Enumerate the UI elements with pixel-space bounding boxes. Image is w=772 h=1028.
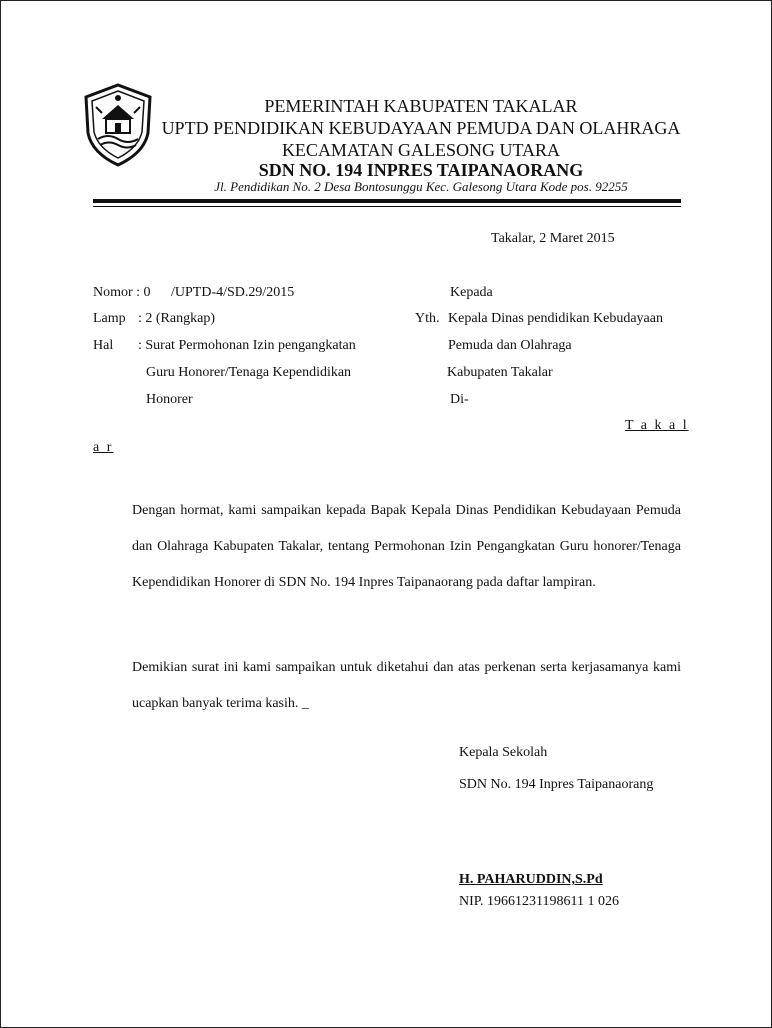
- lamp-label: Lamp: [93, 311, 126, 326]
- recipient-line-3: Kabupaten Takalar: [447, 365, 553, 380]
- body-paragraph-2: [132, 650, 681, 722]
- nomor-label: Nomor : 0: [93, 285, 151, 300]
- hal-line-3: Honorer: [146, 392, 193, 407]
- lamp-value: : 2 (Rangkap): [138, 311, 215, 326]
- letterhead-rule-thick: [93, 199, 681, 203]
- header-school-name: SDN NO. 194 INPRES TAIPANAORANG: [258, 160, 584, 180]
- destination-part-2: a r: [93, 440, 114, 455]
- recipient-line-4: Di-: [450, 392, 469, 407]
- letterhead-rule-thin: [93, 206, 681, 207]
- header-department-name: UPTD PENDIDIKAN KEBUDAYAAN PEMUDA DAN OLAHRAGA: [161, 118, 681, 138]
- recipient-line-1: Kepala Dinas pendidikan Kebudayaan: [448, 311, 663, 326]
- body-paragraph-2-text: Demikian surat ini kami sampaikan untuk diketahui dan atas perkenan serta kerjasamanya kami ucapkan banyak terima kasih. _: [132, 660, 681, 711]
- signer-nip: NIP. 19661231198611 1 026: [459, 894, 619, 909]
- signer-name: H. PAHARUDDIN,S.Pd: [459, 872, 603, 887]
- header-address: Jl. Pendidikan No. 2 Desa Bontosunggu Kec. Galesong Utara Kode pos. 92255: [214, 179, 628, 194]
- yth-label: Yth.: [415, 311, 440, 326]
- recipient-line-2: Pemuda dan Olahraga: [448, 338, 572, 353]
- signature-title-2: SDN No. 194 Inpres Taipanaorang: [459, 777, 654, 792]
- destination-part-1: T a k a l: [625, 418, 689, 433]
- signature-title-1: Kepala Sekolah: [459, 745, 548, 760]
- kepada-label: Kepada: [450, 285, 493, 300]
- takalar-regency-emblem-icon: [82, 83, 154, 167]
- body-paragraph-1: [132, 493, 681, 601]
- hal-line-2: Guru Honorer/Tenaga Kependidikan: [146, 365, 352, 380]
- body-paragraph-1-text: Dengan hormat, kami sampaikan kepada Bapak Kepala Dinas Pendidikan Kebudayaan Pemuda dan Olahraga Kabupaten Takalar, tentang Permohonan Izin Pengangkatan Guru honorer/Tenaga Kependidikan Honorer di SDN No. 194 Inpres Taipanaorang pada daftar lampiran.: [132, 503, 681, 590]
- hal-line-1: : Surat Permohonan Izin pengangkatan: [138, 338, 356, 353]
- place-date: Takalar, 2 Maret 2015: [491, 231, 615, 246]
- header-government-name: PEMERINTAH KABUPATEN TAKALAR: [264, 96, 578, 116]
- nomor-value: /UPTD-4/SD.29/2015: [171, 285, 295, 300]
- hal-label: Hal: [93, 338, 114, 353]
- header-district-name: KECAMATAN GALESONG UTARA: [281, 140, 561, 160]
